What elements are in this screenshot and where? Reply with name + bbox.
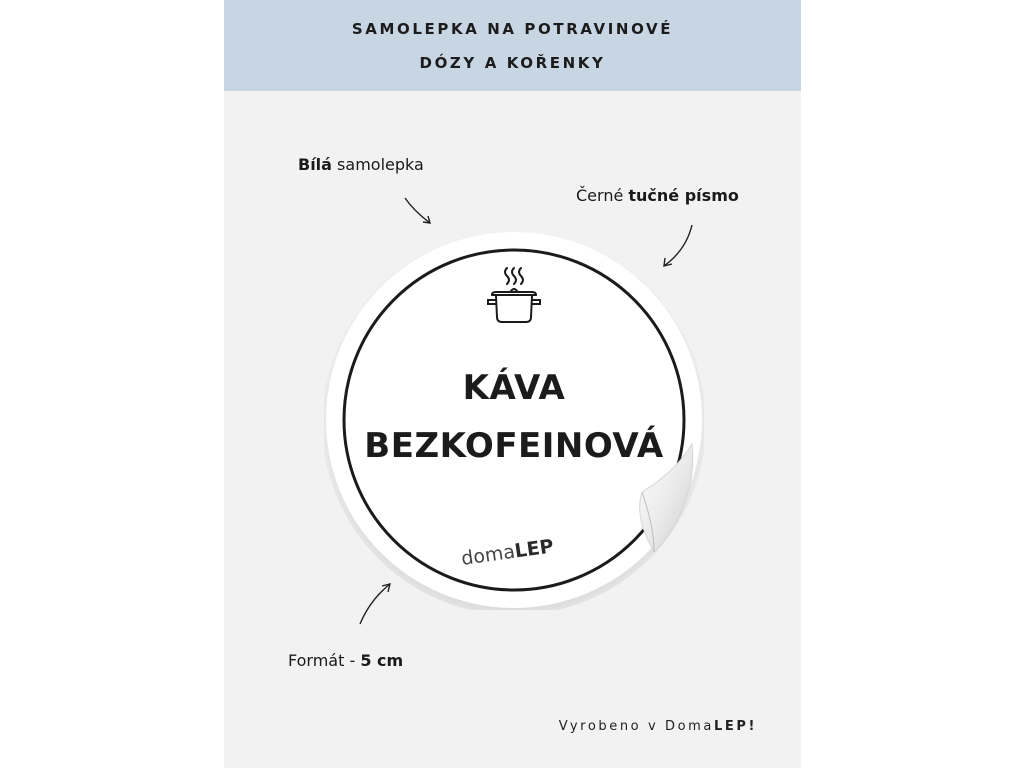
note-black-bold-font-text: Černé [576,186,629,205]
cooking-pot-icon [484,265,544,327]
sticker-title-line-1: KÁVA [462,368,566,408]
header-banner [224,0,801,91]
note-black-bold-font-bold: tučné písmo [628,186,739,205]
note-white-sticker [298,155,424,174]
arrow-to-format-icon [356,580,396,628]
footer-made-by-bold: LEP! [713,719,757,734]
header-title-line-2: DÓZY A KOŘENKY [419,53,606,72]
footer-made-by [559,719,757,734]
note-white-sticker-text: samolepka [331,155,424,174]
header-title-line-1: SAMOLEPKA NA POTRAVINOVÉ [351,19,674,38]
note-black-bold-font [576,186,739,205]
brand-logo-bold: LEP [513,535,555,563]
note-format-size-text: Formát - [288,651,361,670]
note-white-sticker-bold: Bílá [298,155,332,174]
arrow-to-sticker-icon [402,195,436,229]
note-format-size-bold: 5 cm [360,651,404,670]
footer-made-by-text: Vyrobeno v Doma [558,719,714,734]
note-format-size [288,651,403,670]
sticker [324,230,704,610]
brand-logo-light: doma [459,540,517,570]
sticker-title-line-2: BEZKOFEINOVÁ [364,426,664,466]
product-card [224,0,801,768]
